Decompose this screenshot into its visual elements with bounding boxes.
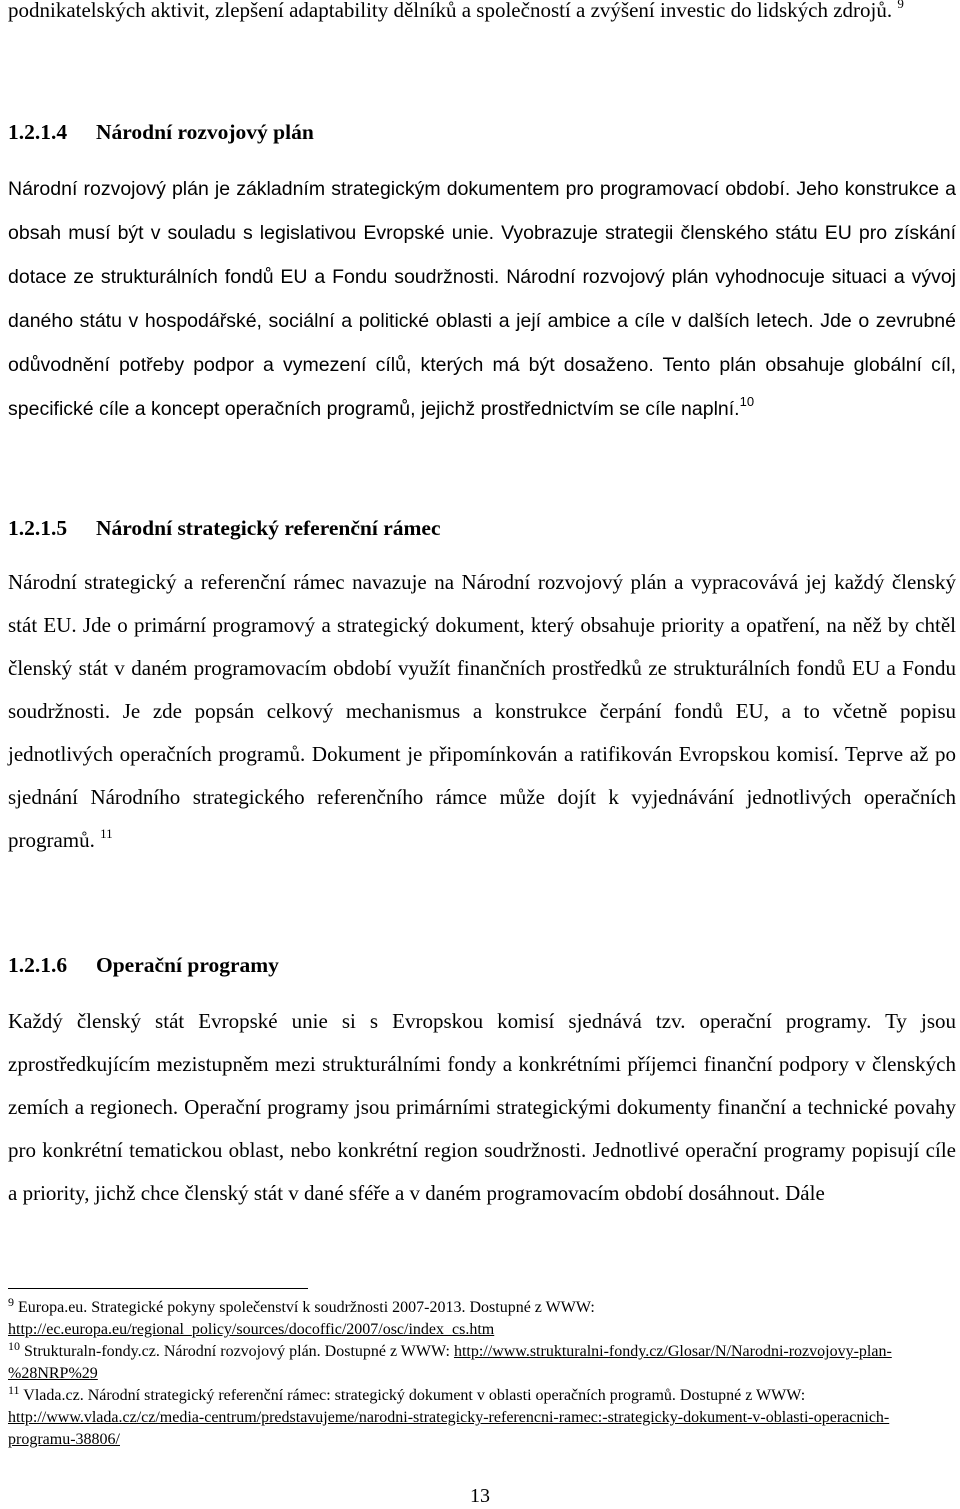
section-heading-narodni-strategicky-referencni-ramec: [8, 513, 441, 543]
footnote-link[interactable]: http://www.vlada.cz/cz/media-centrum/predstavujeme/narodni-strategicky-referencni-ramec:-strategicky-dokument-v-oblasti-operacnich-programu-38806/: [8, 1409, 890, 1448]
section-body-operacni-programy: [8, 1000, 956, 1215]
footnote-text: Strukturaln-fondy.cz. Národní rozvojový plán. Dostupné z WWW:: [24, 1343, 450, 1360]
footnote-link[interactable]: http://ec.europa.eu/regional_policy/sources/docoffic/2007/osc/index_cs.htm: [8, 1321, 495, 1338]
intro-paragraph-fragment: [8, 0, 956, 31]
footnote-ref-10: 10: [739, 394, 755, 409]
footnote-text: Europa.eu. Strategické pokyny společenství k soudržnosti 2007-2013. Dostupné z WWW:: [18, 1299, 595, 1316]
footnote-ref-9: 9: [897, 0, 904, 11]
section-number: 1.2.1.5: [8, 516, 68, 540]
footnote-link[interactable]: http://www.strukturalni-fondy.cz/Glosar/N/Narodni-rozvojovy-plan-%28NRP%29: [8, 1343, 892, 1382]
page-number: 13: [470, 1485, 490, 1507]
section-heading-operacni-programy: [8, 950, 279, 980]
section-body-narodni-strategicky-referencni-ramec: [8, 561, 956, 862]
footnote-11: [8, 1385, 938, 1451]
intro-text: podnikatelských aktivit, zlepšení adaptability dělníků a společností a zvýšení investic do lidských zdrojů.: [8, 0, 893, 22]
footnote-marker: 9: [8, 1295, 14, 1309]
section-number: 1.2.1.4: [8, 120, 68, 144]
section-heading-narodni-rozvojovy-plan: [8, 117, 314, 147]
footnotes: [8, 1297, 938, 1451]
footnote-text: Vlada.cz. Národní strategický referenční rámec: strategický dokument v oblasti operačních programů. Dostupné z WWW:: [23, 1387, 806, 1404]
section-body-text: Každý členský stát Evropské unie si s Evropskou komisí sjednává tzv. operační programy. Ty jsou zprostředkujícím mezistupněm mezi strukturálními fondy a konkrétními příjemci finanční podpory v členských zemích a regionech. Operační programy jsou primárními strategickými dokumenty finanční a technické povahy pro konkrétní tematickou oblast, nebo konkrétní region soudržnosti. Jednotlivé operační programy popisují cíle a priority, jichž chce členský stát v dané sféře a v daném programovacím období dosáhnout. Dále: [8, 1009, 956, 1205]
footnote-10: [8, 1341, 938, 1385]
footnote-ref-11: 11: [100, 826, 113, 841]
section-title: Národní rozvojový plán: [96, 120, 314, 144]
section-body-narodni-rozvojovy-plan: [8, 167, 956, 431]
footnote-9: [8, 1297, 938, 1341]
section-number: 1.2.1.6: [8, 953, 68, 977]
section-title: Operační programy: [96, 953, 279, 977]
footnote-marker: 10: [8, 1339, 20, 1353]
section-body-text: Národní rozvojový plán je základním strategickým dokumentem pro programovací období. Jeho konstrukce a obsah musí být v souladu s legislativou Evropské unie. Vyobrazuje strategii členského státu EU pro získání dotace ze strukturálních fondů EU a Fondu soudržnosti. Národní rozvojový plán vyhodnocuje situaci a vývoj daného státu v hospodářské, sociální a politické oblasti a její ambice a cíle v dalších letech. Jde o zevrubné odůvodnění potřeby podpor a vymezení cílů, kterých má být dosaženo. Tento plán obsahuje globální cíl, specifické cíle a koncept operačních programů, jejichž prostřednictvím se cíle naplní.: [8, 178, 956, 420]
footnote-separator: [8, 1288, 308, 1289]
footnote-marker: 11: [8, 1383, 20, 1397]
section-body-text: Národní strategický a referenční rámec navazuje na Národní rozvojový plán a vypracovává jej každý členský stát EU. Jde o primární programový a strategický dokument, který obsahuje priority a opatření, na něž by chtěl členský stát v daném programovacím období využít finančních prostředků ze strukturálních fondů EU a Fondu soudržnosti. Je zde popsán celkový mechanismus a konstrukce čerpání fondů EU, a to včetně popisu jednotlivých operačních programů. Dokument je připomínkován a ratifikován Evropskou komisí. Teprve až po sjednání Národního strategického referenčního rámce může dojít k vyjednávání jednotlivých operačních programů.: [8, 570, 956, 852]
section-title: Národní strategický referenční rámec: [96, 516, 441, 540]
